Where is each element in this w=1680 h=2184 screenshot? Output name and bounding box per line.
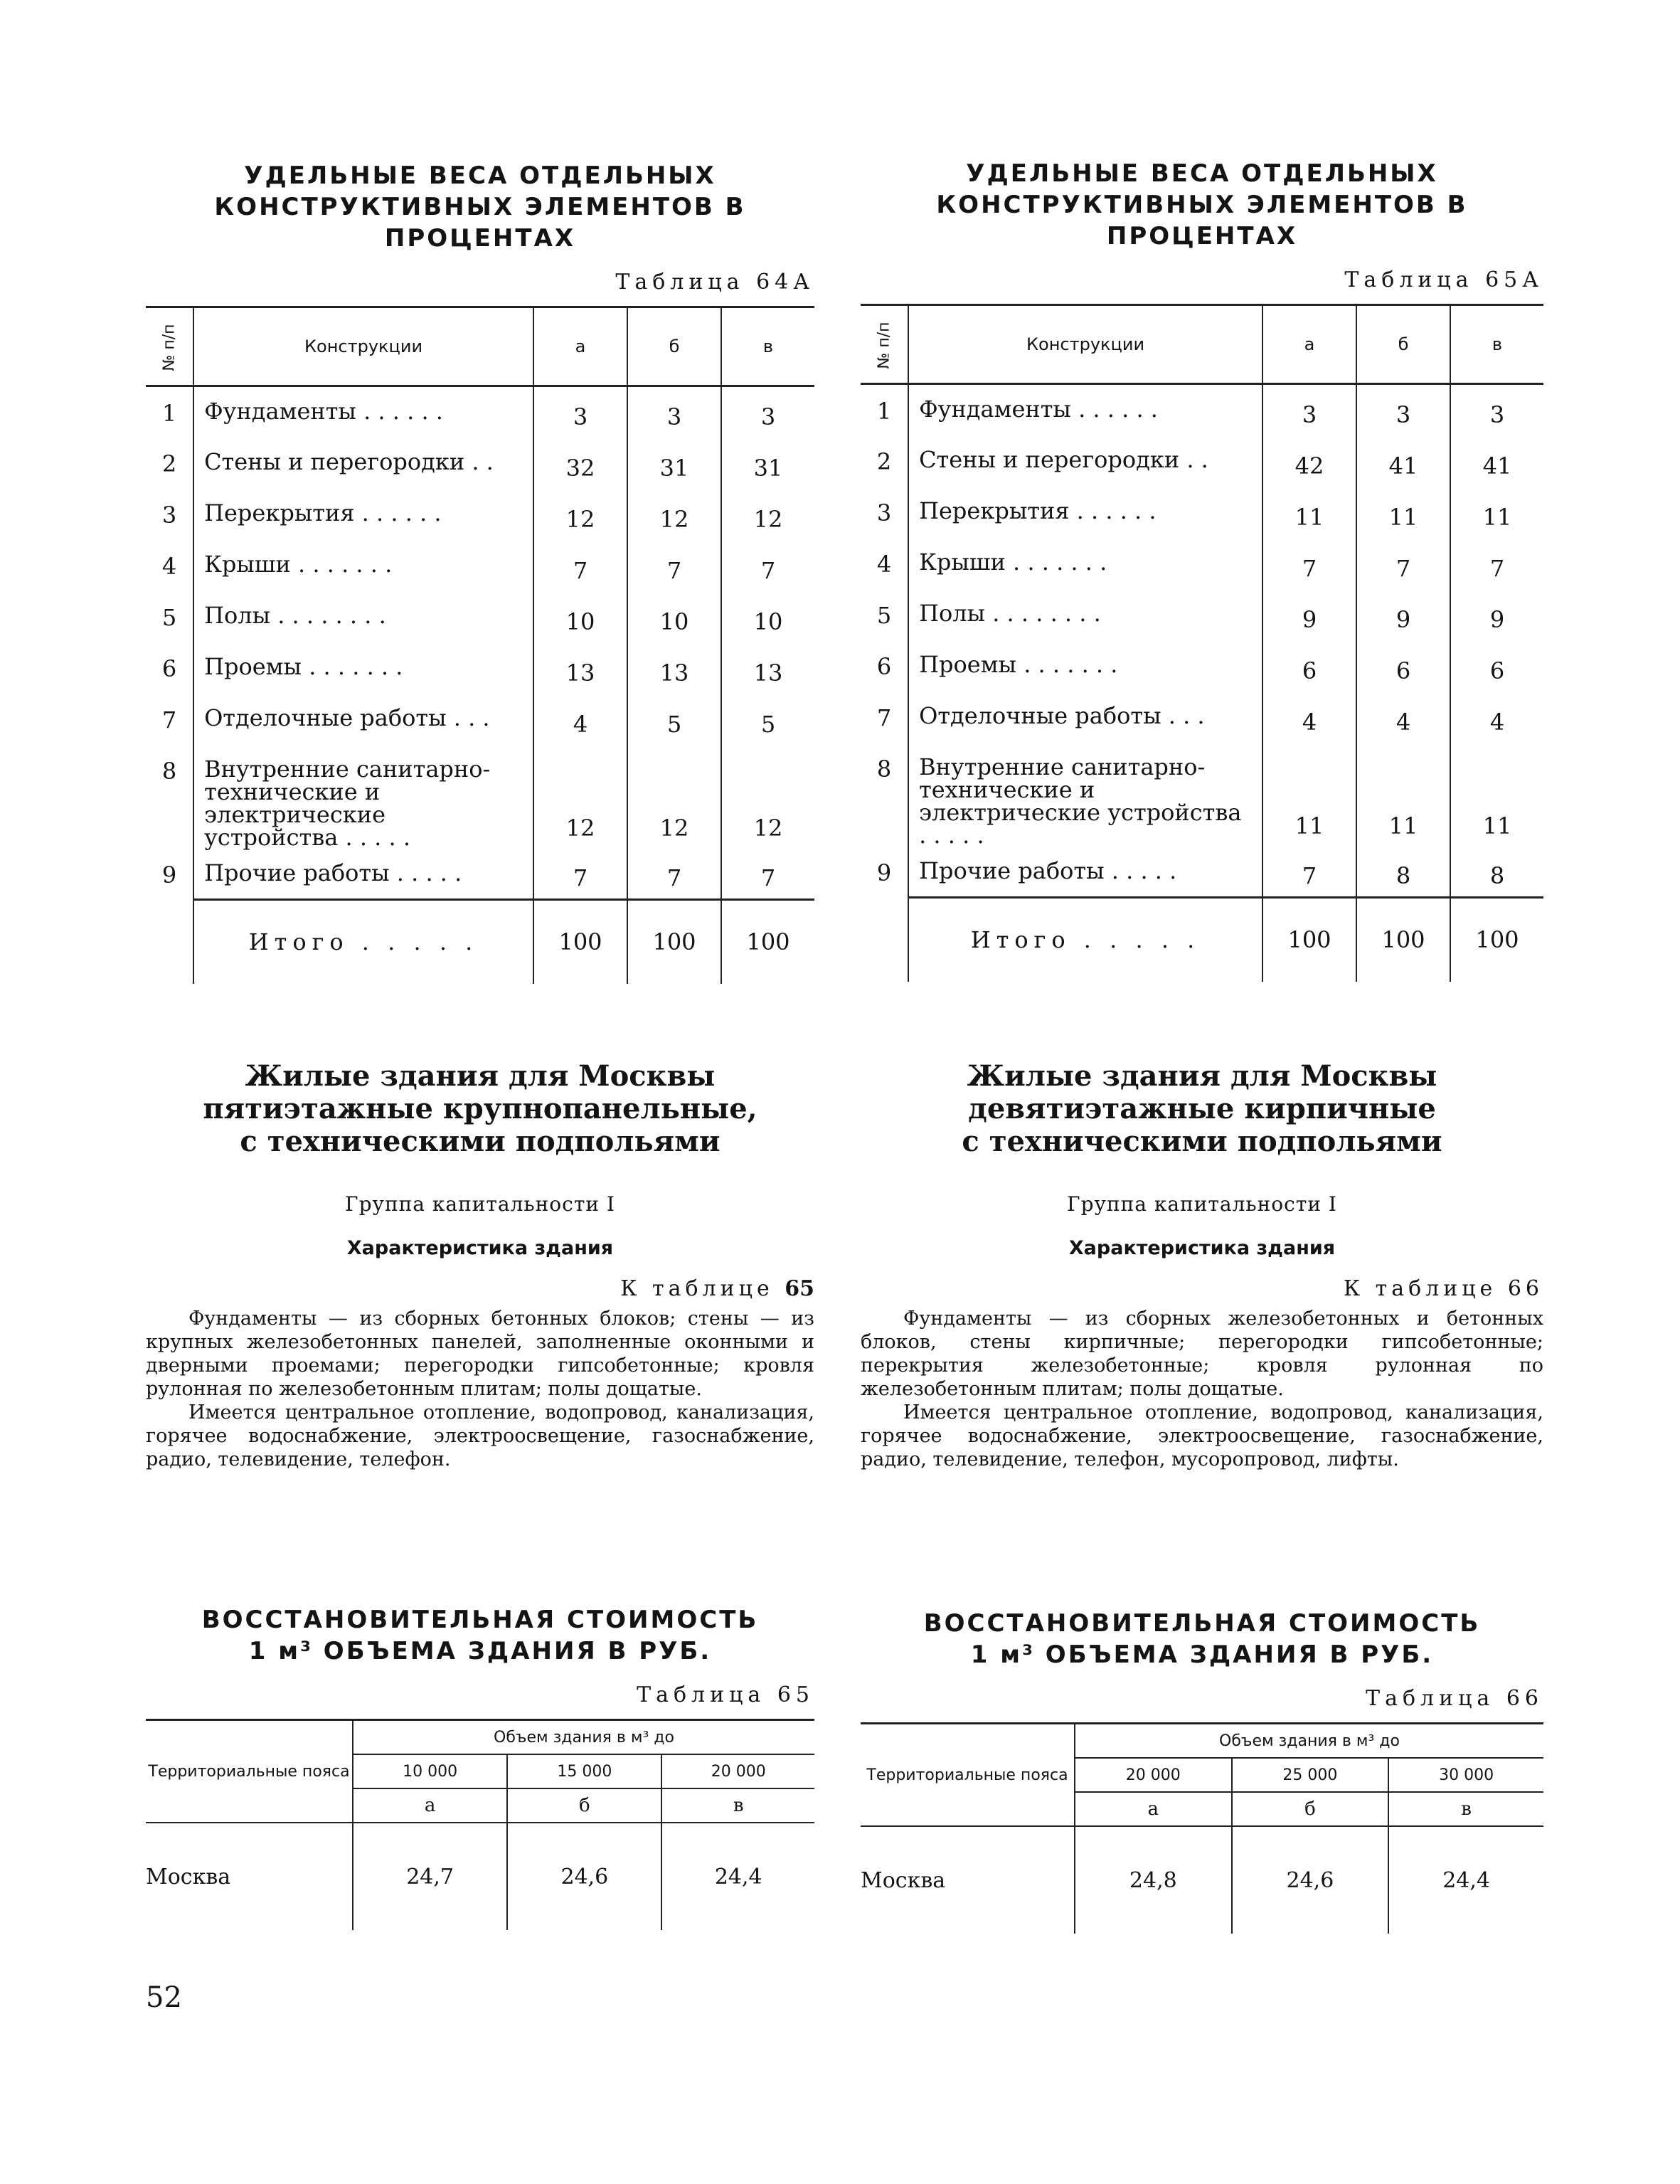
- row-name: Внутренние санитарно-технические и электрические устройства . . . . .: [908, 743, 1262, 847]
- row-number: 4: [161, 552, 177, 580]
- value-c: 6: [1450, 640, 1543, 691]
- header-b: б: [627, 307, 721, 386]
- value-c: 4: [1450, 691, 1543, 743]
- cost-title-line2: 1 м³ ОБЪЕМА ЗДАНИЯ В РУБ.: [970, 1640, 1434, 1669]
- row-number: 8: [161, 757, 177, 785]
- capital-group: Группа капитальности I: [345, 1192, 615, 1216]
- row-name: Внутренние санитарно-технические и электрические устройства . . . . .: [193, 745, 533, 849]
- value-b: 7: [627, 849, 721, 900]
- building-title-line2: пятиэтажные крупнопанельные,: [203, 1092, 757, 1125]
- header-c: в: [1450, 305, 1543, 384]
- value-b: 6: [1356, 640, 1450, 691]
- building-title-line2: девятиэтажные кирпичные: [968, 1092, 1436, 1125]
- total-c: 100: [1450, 898, 1543, 982]
- value-c: 41: [1450, 435, 1543, 487]
- table-row: [146, 540, 814, 591]
- cost-value-b: 24,6: [1232, 1826, 1389, 1934]
- description-paragraph-2: Имеется центральное отопление, водопровод, канализация, горячее водоснабжение, электроосвещение, газоснабжение, радио, телевидение, телефон.: [146, 1401, 814, 1470]
- row-name: Отделочные работы . . .: [908, 691, 1262, 743]
- value-a: 32: [533, 438, 627, 489]
- cost-title-line2: 1 м³ ОБЪЕМА ЗДАНИЯ В РУБ.: [248, 1637, 712, 1665]
- table-row: [146, 489, 814, 540]
- total-b: 100: [1356, 898, 1450, 982]
- row-name: Проемы . . . . . . .: [908, 640, 1262, 691]
- cost-title-line1: ВОССТАНОВИТЕЛЬНАЯ СТОИМОСТЬ: [201, 1606, 759, 1634]
- volume-header: Объем здания в м³ до: [1075, 1724, 1543, 1759]
- value-b: 31: [627, 438, 721, 489]
- row-number: 4: [876, 550, 892, 578]
- total-a: 100: [1262, 898, 1356, 982]
- region-name: Москва: [146, 1864, 231, 1889]
- weights-table: [861, 304, 1543, 982]
- table-label: Таблица 64А: [615, 270, 814, 295]
- header-name: Конструкции: [908, 305, 1262, 384]
- total-row: [861, 898, 1543, 982]
- header-num: № п/п: [160, 324, 179, 371]
- value-a: 12: [533, 489, 627, 540]
- row-number: 3: [876, 499, 892, 526]
- value-a: 4: [533, 694, 627, 745]
- table-title-line1: УДЕЛЬНЫЕ ВЕСА ОТДЕЛЬНЫХ: [966, 159, 1438, 188]
- value-a: 12: [533, 745, 627, 849]
- cost-table-label: Таблица 65: [637, 1682, 814, 1707]
- row-number: 2: [876, 447, 892, 475]
- letter-a: а: [1075, 1792, 1232, 1826]
- value-b: 12: [627, 745, 721, 849]
- table-64a-section: [146, 160, 814, 984]
- value-b: 8: [1356, 847, 1450, 898]
- header-c: в: [721, 307, 814, 386]
- row-number: 8: [876, 755, 892, 783]
- row-number: 7: [161, 706, 177, 733]
- header-b: б: [1356, 305, 1450, 384]
- row-name: Перекрытия . . . . . .: [908, 487, 1262, 538]
- row-name: Полы . . . . . . . .: [193, 591, 533, 642]
- value-c: 31: [721, 438, 814, 489]
- total-label: Итого . . . . .: [908, 898, 1262, 982]
- row-number: 6: [161, 654, 177, 682]
- value-b: 4: [1356, 691, 1450, 743]
- value-b: 7: [627, 540, 721, 591]
- value-b: 9: [1356, 589, 1450, 640]
- value-a: 42: [1262, 435, 1356, 487]
- letter-b: б: [507, 1788, 661, 1823]
- row-name: Крыши . . . . . . .: [908, 538, 1262, 589]
- value-c: 12: [721, 489, 814, 540]
- value-a: 3: [1262, 384, 1356, 435]
- total-row: [146, 900, 814, 984]
- table-row: [861, 538, 1543, 589]
- letter-a: а: [353, 1788, 507, 1823]
- table-row: [146, 694, 814, 745]
- table-row: [146, 642, 814, 694]
- volume-1: 20 000: [1075, 1758, 1232, 1792]
- region-name: Москва: [861, 1867, 946, 1893]
- value-b: 5: [627, 694, 721, 745]
- volume-header: Объем здания в м³ до: [353, 1720, 814, 1755]
- volume-2: 15 000: [507, 1754, 661, 1788]
- value-c: 13: [721, 642, 814, 694]
- row-number: 3: [161, 501, 177, 529]
- total-c: 100: [721, 900, 814, 984]
- row-name: Крыши . . . . . . .: [193, 540, 533, 591]
- table-row: [146, 438, 814, 489]
- value-c: 9: [1450, 589, 1543, 640]
- table-row: [861, 487, 1543, 538]
- value-c: 5: [721, 694, 814, 745]
- cost-value-c: 24,4: [1388, 1826, 1543, 1934]
- value-b: 7: [1356, 538, 1450, 589]
- volume-3: 30 000: [1388, 1758, 1543, 1792]
- header-a: а: [533, 307, 627, 386]
- row-number: 6: [876, 652, 892, 680]
- description-paragraph-2: Имеется центральное отопление, водопровод, канализация, горячее водоснабжение, электроосвещение, газоснабжение, радио, телевидение, телефон, мусоропровод, лифты.: [861, 1401, 1543, 1470]
- row-number: 2: [161, 450, 177, 477]
- row-name: Фундаменты . . . . . .: [193, 386, 533, 438]
- row-name: Прочие работы . . . . .: [908, 847, 1262, 898]
- value-a: 7: [1262, 847, 1356, 898]
- row-name: Перекрытия . . . . . .: [193, 489, 533, 540]
- table-title-line2: КОНСТРУКТИВНЫХ ЭЛЕМЕНТОВ В ПРОЦЕНТАХ: [214, 193, 746, 253]
- description-paragraph-1: Фундаменты — из сборных бетонных блоков; стены — из крупных железобетонных панелей, заполненные оконными и дверными проемами; перегородки гипсобетонные; кровля рулонная по железобетонным плитам; полы дощатые.: [146, 1308, 814, 1400]
- value-a: 3: [533, 386, 627, 438]
- cost-title-line1: ВОССТАНОВИТЕЛЬНАЯ СТОИМОСТЬ: [923, 1609, 1481, 1638]
- k-table-num: 66: [1507, 1276, 1543, 1301]
- value-c: 3: [1450, 384, 1543, 435]
- header-a: а: [1262, 305, 1356, 384]
- building-title-line1: Жилые здания для Москвы: [967, 1059, 1437, 1093]
- cost-value-a: 24,8: [1075, 1826, 1232, 1934]
- value-b: 10: [627, 591, 721, 642]
- k-table-ref: [146, 1276, 814, 1301]
- table-title-line2: КОНСТРУКТИВНЫХ ЭЛЕМЕНТОВ В ПРОЦЕНТАХ: [936, 191, 1468, 250]
- total-blank: [861, 898, 908, 982]
- capital-group: Группа капитальности I: [1067, 1192, 1337, 1216]
- value-c: 11: [1450, 743, 1543, 847]
- row-name: Стены и перегородки . .: [193, 438, 533, 489]
- value-b: 12: [627, 489, 721, 540]
- table-label: Таблица 65А: [1344, 267, 1543, 292]
- row-number: 9: [161, 861, 177, 889]
- value-a: 10: [533, 591, 627, 642]
- region-header: Территориальные пояса: [861, 1724, 1075, 1827]
- k-table-prefix: К таблице: [1343, 1276, 1497, 1301]
- building-description: [861, 1060, 1543, 1471]
- row-name: Проемы . . . . . . .: [193, 642, 533, 694]
- weights-table: [146, 306, 814, 984]
- row-name: Фундаменты . . . . . .: [908, 384, 1262, 435]
- value-a: 6: [1262, 640, 1356, 691]
- letter-c: в: [1388, 1792, 1543, 1826]
- table-body: [861, 384, 1543, 982]
- cost-table: [861, 1722, 1543, 1934]
- table-row: [861, 435, 1543, 487]
- value-c: 7: [1450, 538, 1543, 589]
- value-c: 7: [721, 849, 814, 900]
- cost-value-a: 24,7: [353, 1823, 507, 1930]
- k-table-num: 65: [785, 1276, 814, 1301]
- value-a: 9: [1262, 589, 1356, 640]
- cost-value-b: 24,6: [507, 1823, 661, 1930]
- value-a: 7: [1262, 538, 1356, 589]
- k-table-prefix: К таблице: [620, 1276, 774, 1301]
- region-header: Территориальные пояса: [146, 1720, 353, 1823]
- building-title-line3: с техническими подпольями: [962, 1125, 1442, 1158]
- value-a: 7: [533, 849, 627, 900]
- value-a: 7: [533, 540, 627, 591]
- value-b: 11: [1356, 487, 1450, 538]
- cost-section: [146, 1604, 814, 1930]
- value-b: 11: [1356, 743, 1450, 847]
- row-name: Отделочные работы . . .: [193, 694, 533, 745]
- table-row: [861, 589, 1543, 640]
- value-b: 3: [1356, 384, 1450, 435]
- characteristic-heading: Характеристика здания: [346, 1237, 614, 1259]
- cost-value-c: 24,4: [661, 1823, 814, 1930]
- table-row: [146, 849, 814, 900]
- characteristic-heading: Характеристика здания: [1068, 1237, 1336, 1259]
- row-name: Прочие работы . . . . .: [193, 849, 533, 900]
- row-name: Полы . . . . . . . .: [908, 589, 1262, 640]
- total-b: 100: [627, 900, 721, 984]
- row-number: 5: [161, 603, 177, 631]
- table-row: [861, 847, 1543, 898]
- header-name: Конструкции: [193, 307, 533, 386]
- table-body: [146, 386, 814, 984]
- cost-table-label: Таблица 66: [1366, 1686, 1543, 1711]
- table-row: [861, 640, 1543, 691]
- value-a: 11: [1262, 487, 1356, 538]
- value-b: 3: [627, 386, 721, 438]
- volume-2: 25 000: [1232, 1758, 1389, 1792]
- header-num: № п/п: [875, 322, 893, 369]
- description-paragraph-1: Фундаменты — из сборных железобетонных и бетонных блоков, стены кирпичные; перегородки гипсобетонные; перекрытия железобетонные; кровля рулонная по железобетонным плитам; полы дощатые.: [861, 1308, 1543, 1400]
- row-number: 1: [876, 398, 892, 425]
- table-title-line1: УДЕЛЬНЫЕ ВЕСА ОТДЕЛЬНЫХ: [244, 161, 716, 190]
- k-table-ref: [861, 1276, 1543, 1301]
- total-a: 100: [533, 900, 627, 984]
- value-c: 3: [721, 386, 814, 438]
- page-number: 52: [146, 1981, 182, 2014]
- value-c: 11: [1450, 487, 1543, 538]
- volume-1: 10 000: [353, 1754, 507, 1788]
- cost-section: [861, 1608, 1543, 1934]
- row-number: 9: [876, 859, 892, 886]
- value-b: 41: [1356, 435, 1450, 487]
- building-title-line1: Жилые здания для Москвы: [245, 1059, 716, 1093]
- value-c: 7: [721, 540, 814, 591]
- volume-3: 20 000: [661, 1754, 814, 1788]
- letter-c: в: [661, 1788, 814, 1823]
- value-c: 8: [1450, 847, 1543, 898]
- cost-table: [146, 1719, 814, 1930]
- building-title-line3: с техническими подпольями: [240, 1125, 721, 1158]
- table-row: [861, 384, 1543, 435]
- row-number: 7: [876, 704, 892, 731]
- letter-b: б: [1232, 1792, 1389, 1826]
- building-description: [146, 1060, 814, 1471]
- table-row: [861, 691, 1543, 743]
- table-row: [861, 743, 1543, 847]
- value-c: 12: [721, 745, 814, 849]
- table-row: [146, 591, 814, 642]
- value-a: 11: [1262, 743, 1356, 847]
- table-row: [146, 745, 814, 849]
- table-65a-section: [861, 158, 1543, 982]
- total-label: Итого . . . . .: [193, 900, 533, 984]
- table-row: [146, 386, 814, 438]
- total-blank: [146, 900, 193, 984]
- row-number: 5: [876, 601, 892, 629]
- value-a: 13: [533, 642, 627, 694]
- value-b: 13: [627, 642, 721, 694]
- row-number: 1: [161, 400, 177, 427]
- value-a: 4: [1262, 691, 1356, 743]
- row-name: Стены и перегородки . .: [908, 435, 1262, 487]
- value-c: 10: [721, 591, 814, 642]
